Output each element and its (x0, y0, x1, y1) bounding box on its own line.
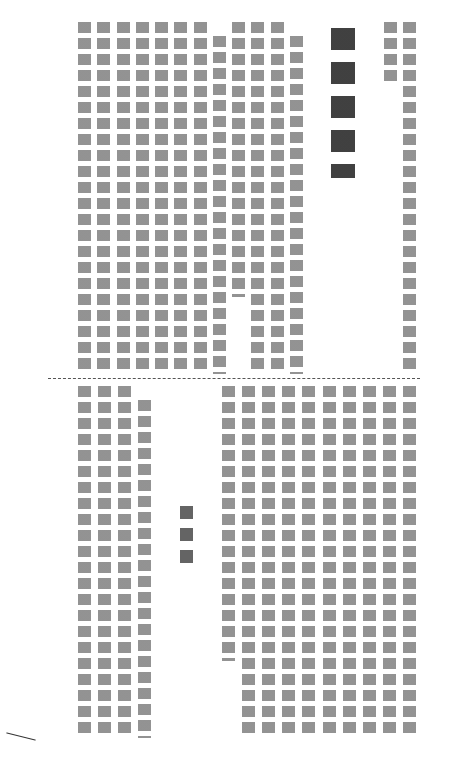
upper-text-block (78, 22, 416, 374)
text-line (290, 36, 303, 374)
text-line (384, 22, 397, 85)
text-line (117, 22, 130, 374)
blank-line (159, 386, 172, 738)
subsection-heading (179, 386, 195, 738)
text-line (222, 386, 235, 661)
text-line (174, 22, 187, 374)
text-line (302, 386, 315, 738)
text-line (343, 386, 356, 738)
blank-line (365, 22, 378, 374)
text-line (194, 22, 207, 374)
text-line (138, 400, 151, 738)
text-line (155, 22, 168, 374)
text-line (136, 22, 149, 374)
text-line (403, 22, 416, 374)
section-divider (48, 378, 420, 379)
text-line (98, 386, 111, 738)
text-line (251, 22, 264, 374)
text-line (323, 386, 336, 738)
text-line (78, 386, 91, 738)
text-line (78, 22, 91, 374)
lower-text-block (78, 386, 416, 738)
text-line (271, 22, 284, 374)
blank-line (202, 386, 215, 738)
section-heading (328, 22, 358, 374)
text-line (262, 386, 275, 738)
text-line (97, 22, 110, 374)
text-line (363, 386, 376, 738)
text-line (232, 22, 245, 297)
stray-pen-mark (6, 732, 35, 740)
text-line (118, 386, 131, 738)
text-line (403, 386, 416, 738)
blank-line (309, 22, 322, 374)
text-line (383, 386, 396, 738)
text-line (282, 386, 295, 738)
text-line (242, 386, 255, 738)
text-line (213, 36, 226, 374)
